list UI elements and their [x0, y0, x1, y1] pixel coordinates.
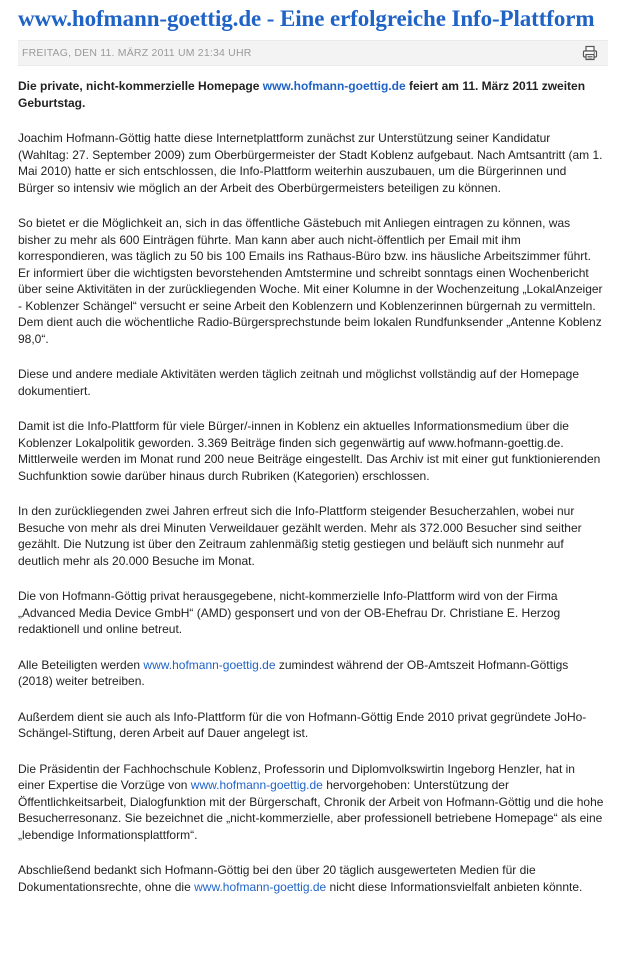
homepage-link[interactable]: www.hofmann-goettig.de — [194, 879, 327, 894]
paragraph-9-end: hervorgehoben: Unterstützung der Öffentlichkeitsarbeit, Dialogfunktion mit der Bürgerschaft, Chronik der Arbeit von Hofmann-Göttig und die hohe Besucherresonanz. Sie bezeichnet die „nicht-kommerzielle, aber professionell betriebene Homepage“ als eine „lebendige Informationsplattform“. — [18, 778, 604, 842]
paragraph-7-end: zumindest während der OB-Amtszeit Hofmann-Göttigs (2018) weiter betreiben. — [18, 657, 569, 688]
article-title: www.hofmann-goettig.de - Eine erfolgreiche Info-Plattform — [18, 6, 595, 31]
homepage-link[interactable]: www.hofmann-goettig.de — [262, 79, 406, 93]
paragraph-1: Joachim Hofmann-Göttig hatte diese Internetplattform zunächst zur Unterstützung seiner Kandidatur (Wahltag: 27. September 2009) zum Oberbürgermeister der Stadt Koblenz aufgebaut. Nach Amtsantritt (am 1. Mai 2010) hatte er sich entschlossen, die Info-Plattform weiterhin auszubauen, um die Bürgerinnen und Bürger so intensiv wie möglich an der Arbeit des Oberbürgermeisters beteiligen zu können. — [18, 131, 603, 195]
paragraph-4: Damit ist die Info-Plattform für viele Bürger/-innen in Koblenz ein aktuelles Informationsmedium über die Koblenzer Lokalpolitik geworden. 3.369 Beiträge finden sich gegenwärtig auf www.hofmann-goettig.de. Mittlerweile werden im Monat rund 200 neue Beiträge eingestellt. Das Archiv ist mit einer gut funktionierenden Suchfunktion sowie darüber hinaus durch Rubriken (Kategorien) erschlossen. — [18, 419, 601, 483]
paragraph-7 — [18, 657, 604, 690]
paragraph-6: Die von Hofmann-Göttig privat herausgegebene, nicht-kommerzielle Info-Plattform wird von der Firma „Advanced Media Device GmbH“ (AMD) gesponsert und von der OB-Ehefrau Dr. Christiane E. Herzog redaktionell und online betreut. — [18, 589, 561, 636]
homepage-link[interactable]: www.hofmann-goettig.de — [143, 657, 276, 672]
article-date: FREITAG, DEN 11. MÄRZ 2011 UM 21:34 UHR — [22, 47, 252, 59]
lead-text-start: Die private, nicht-kommerzielle Homepage — [18, 79, 263, 93]
printer-icon — [582, 45, 598, 61]
paragraph-2: So bietet er die Möglichkeit an, sich in das öffentliche Gästebuch mit Anliegen eintragen zu können, was bisher zu mehr als 600 Einträgen führte. Man kann aber auch nicht-öffentlich per Email mit ihm korrespondieren, was täglich zu 50 bis 100 Emails ins Rathaus-Büro bzw. ins häusliche Arbeitszimmer führt. Er informiert über die wichtigsten bevorstehenden Amtstermine und schreibt sonntags einen Wochenbericht über seine Aktivitäten in der zurückliegenden Woche. Mit einer Kolumne in der Wochenzeitung „LokalAnzeiger - Koblenzer Schängel“ versucht er seine Arbeit den Koblenzern und Koblenzerinnen bürgernah zu vermitteln. Dem dient auch die wöchentliche Radio-Bürgersprechstunde beim lokalen Rundfunksender „Antenne Koblenz 98,0“. — [18, 216, 603, 346]
paragraph-9 — [18, 761, 604, 844]
paragraph-5: In den zurückliegenden zwei Jahren erfreut sich die Info-Plattform steigender Besucherzahlen, wobei nur Besuche von mehr als drei Minuten Verweildauer gezählt werden. Mehr als 372.000 Besucher sind seither gezählt. Die Nutzung ist über den Zeitraum zahlenmäßig stetig gestiegen und beläuft sich nunmehr auf deutlich mehr als 20.000 Besuche im Monat. — [18, 504, 582, 568]
paragraph-10-end: nicht diese Informationsvielfalt anbieten könnte. — [326, 879, 583, 894]
paragraph-8: Außerdem dient sie auch als Info-Plattform für die von Hofmann-Göttig Ende 2010 privat gegründete JoHo-Schängel-Stiftung, deren Arbeit auf Dauer angelegt ist. — [18, 709, 587, 740]
paragraph-7-start: Alle Beteiligten werden — [18, 657, 144, 672]
article-body — [18, 78, 610, 895]
article-meta-bar — [18, 40, 608, 66]
paragraph-9-start: Die Präsidentin der Fachhochschule Koblenz, Professorin und Diplomvolkswirtin Ingeborg Henzler, hat in einer Expertise die Vorzüge von — [18, 761, 575, 792]
paragraph-3: Diese und andere mediale Aktivitäten werden täglich zeitnah und möglichst vollständig auf der Homepage dokumentiert. — [18, 367, 580, 398]
paragraph-10-start: Abschließend bedankt sich Hofmann-Göttig bei den über 20 täglich ausgewerteten Medien für die Dokumentationsrechte, ohne die — [18, 863, 536, 894]
print-button[interactable] — [582, 45, 598, 61]
homepage-link[interactable]: www.hofmann-goettig.de — [190, 778, 323, 792]
lead-text-end: feiert am 11. März 2011 zweiten Geburtstag. — [18, 79, 586, 110]
lead-paragraph — [18, 78, 604, 111]
paragraph-10 — [18, 862, 604, 895]
